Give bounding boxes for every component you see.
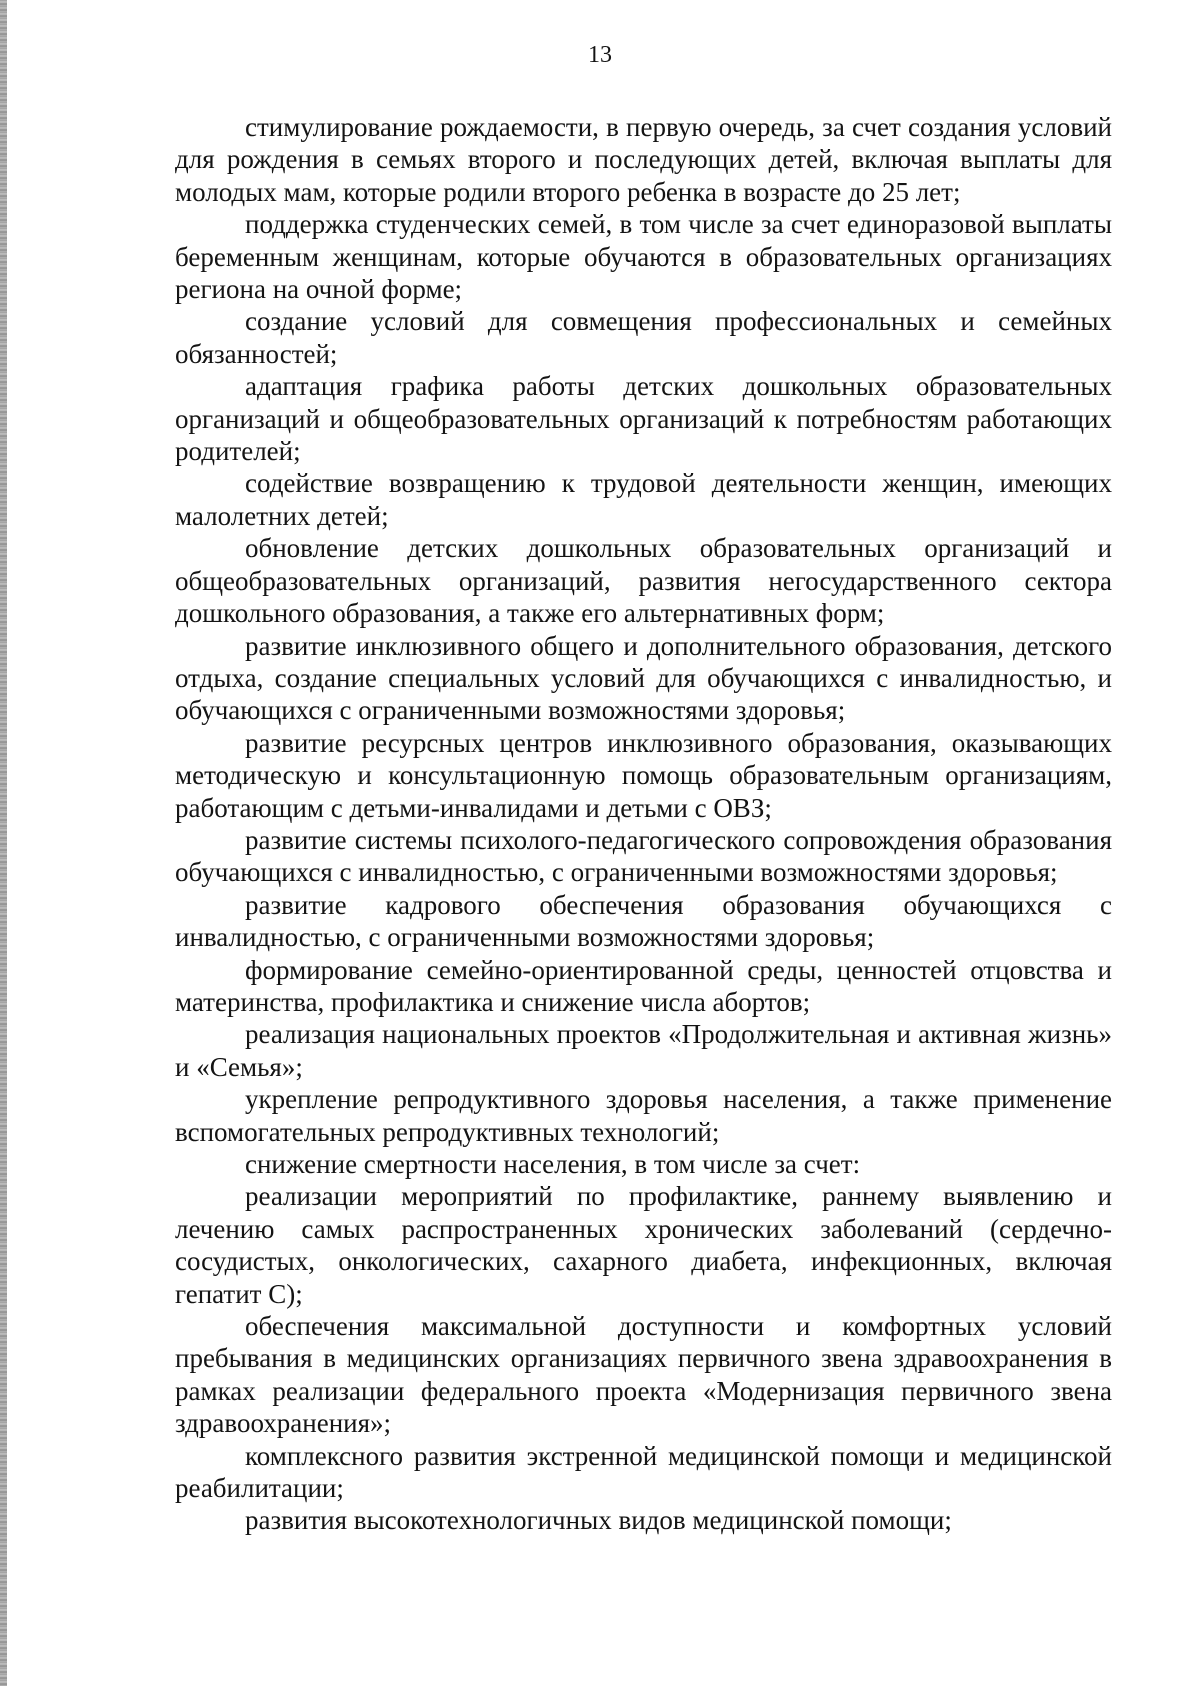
paragraph: реализации мероприятий по профилактике, раннему выявлению и лечению самых распространенных хронических заболеваний (сердечно-сосудистых, онкологических, сахарного диабета, инфекционных, включая гепатит С); [175,1181,1112,1309]
paragraph: обеспечения максимальной доступности и комфортных условий пребывания в медицинских организациях первичного звена здравоохранения в рамках реализации федерального проекта «Модернизация первичного звена здравоохранения»; [175,1311,1112,1439]
paragraph: развитие системы психолого-педагогического сопровождения образования обучающихся с инвалидностью, с ограниченными возможностями здоровья; [175,824,1112,888]
paragraph: адаптация графика работы детских дошкольных образовательных организаций и общеобразовательных организаций к потребностям работающих родителей; [175,371,1112,467]
paragraph: развитие инклюзивного общего и дополнительного образования, детского отдыха, создание специальных условий для обучающихся с инвалидностью, и обучающихся с ограниченными возможностями здоровья; [175,630,1112,726]
paragraph: стимулирование рождаемости, в первую очередь, за счет создания условий для рождения в семьях второго и последующих детей, включая выплаты для молодых мам, которые родили второго ребенка в возрасте до 25 лет; [175,112,1112,207]
page-number: 13 [588,42,612,68]
paragraph: обновление детских дошкольных образовательных организаций и общеобразовательных организаций, развития негосударственного сектора дошкольного образования, а также его альтернативных форм; [175,533,1112,629]
paragraph: укрепление репродуктивного здоровья населения, а также применение вспомогательных репродуктивных технологий; [175,1084,1112,1147]
paragraph: снижение смертности населения, в том числе за счет: [245,1149,861,1179]
paragraph: развития высокотехнологичных видов медицинской помощи; [245,1505,952,1536]
document-body [175,111,1112,1537]
paragraph: реализация национальных проектов «Продолжительная и активная жизнь» и «Семья»; [175,1019,1112,1082]
paragraph: создание условий для совмещения профессиональных и семейных обязанностей; [175,306,1112,369]
paragraph: развитие ресурсных центров инклюзивного образования, оказывающих методическую и консультационную помощь образовательным организациям, работающим с детьми-инвалидами и детьми с ОВЗ; [175,727,1112,823]
paragraph: содействие возвращению к трудовой деятельности женщин, имеющих малолетних детей; [175,468,1112,531]
paragraph: формирование семейно-ориентированной среды, ценностей отцовства и материнства, профилактика и снижение числа абортов; [175,954,1112,1017]
paragraph: комплексного развития экстренной медицинской помощи и медицинской реабилитации; [175,1440,1112,1504]
paragraph: развитие кадрового обеспечения образования обучающихся с инвалидностью, с ограниченными возможностями здоровья; [175,889,1112,953]
paragraph: поддержка студенческих семей, в том числе за счет единоразовой выплаты беременным женщинам, которые обучаются в образовательных организациях региона на очной форме; [175,209,1112,305]
scan-edge [0,0,7,1686]
